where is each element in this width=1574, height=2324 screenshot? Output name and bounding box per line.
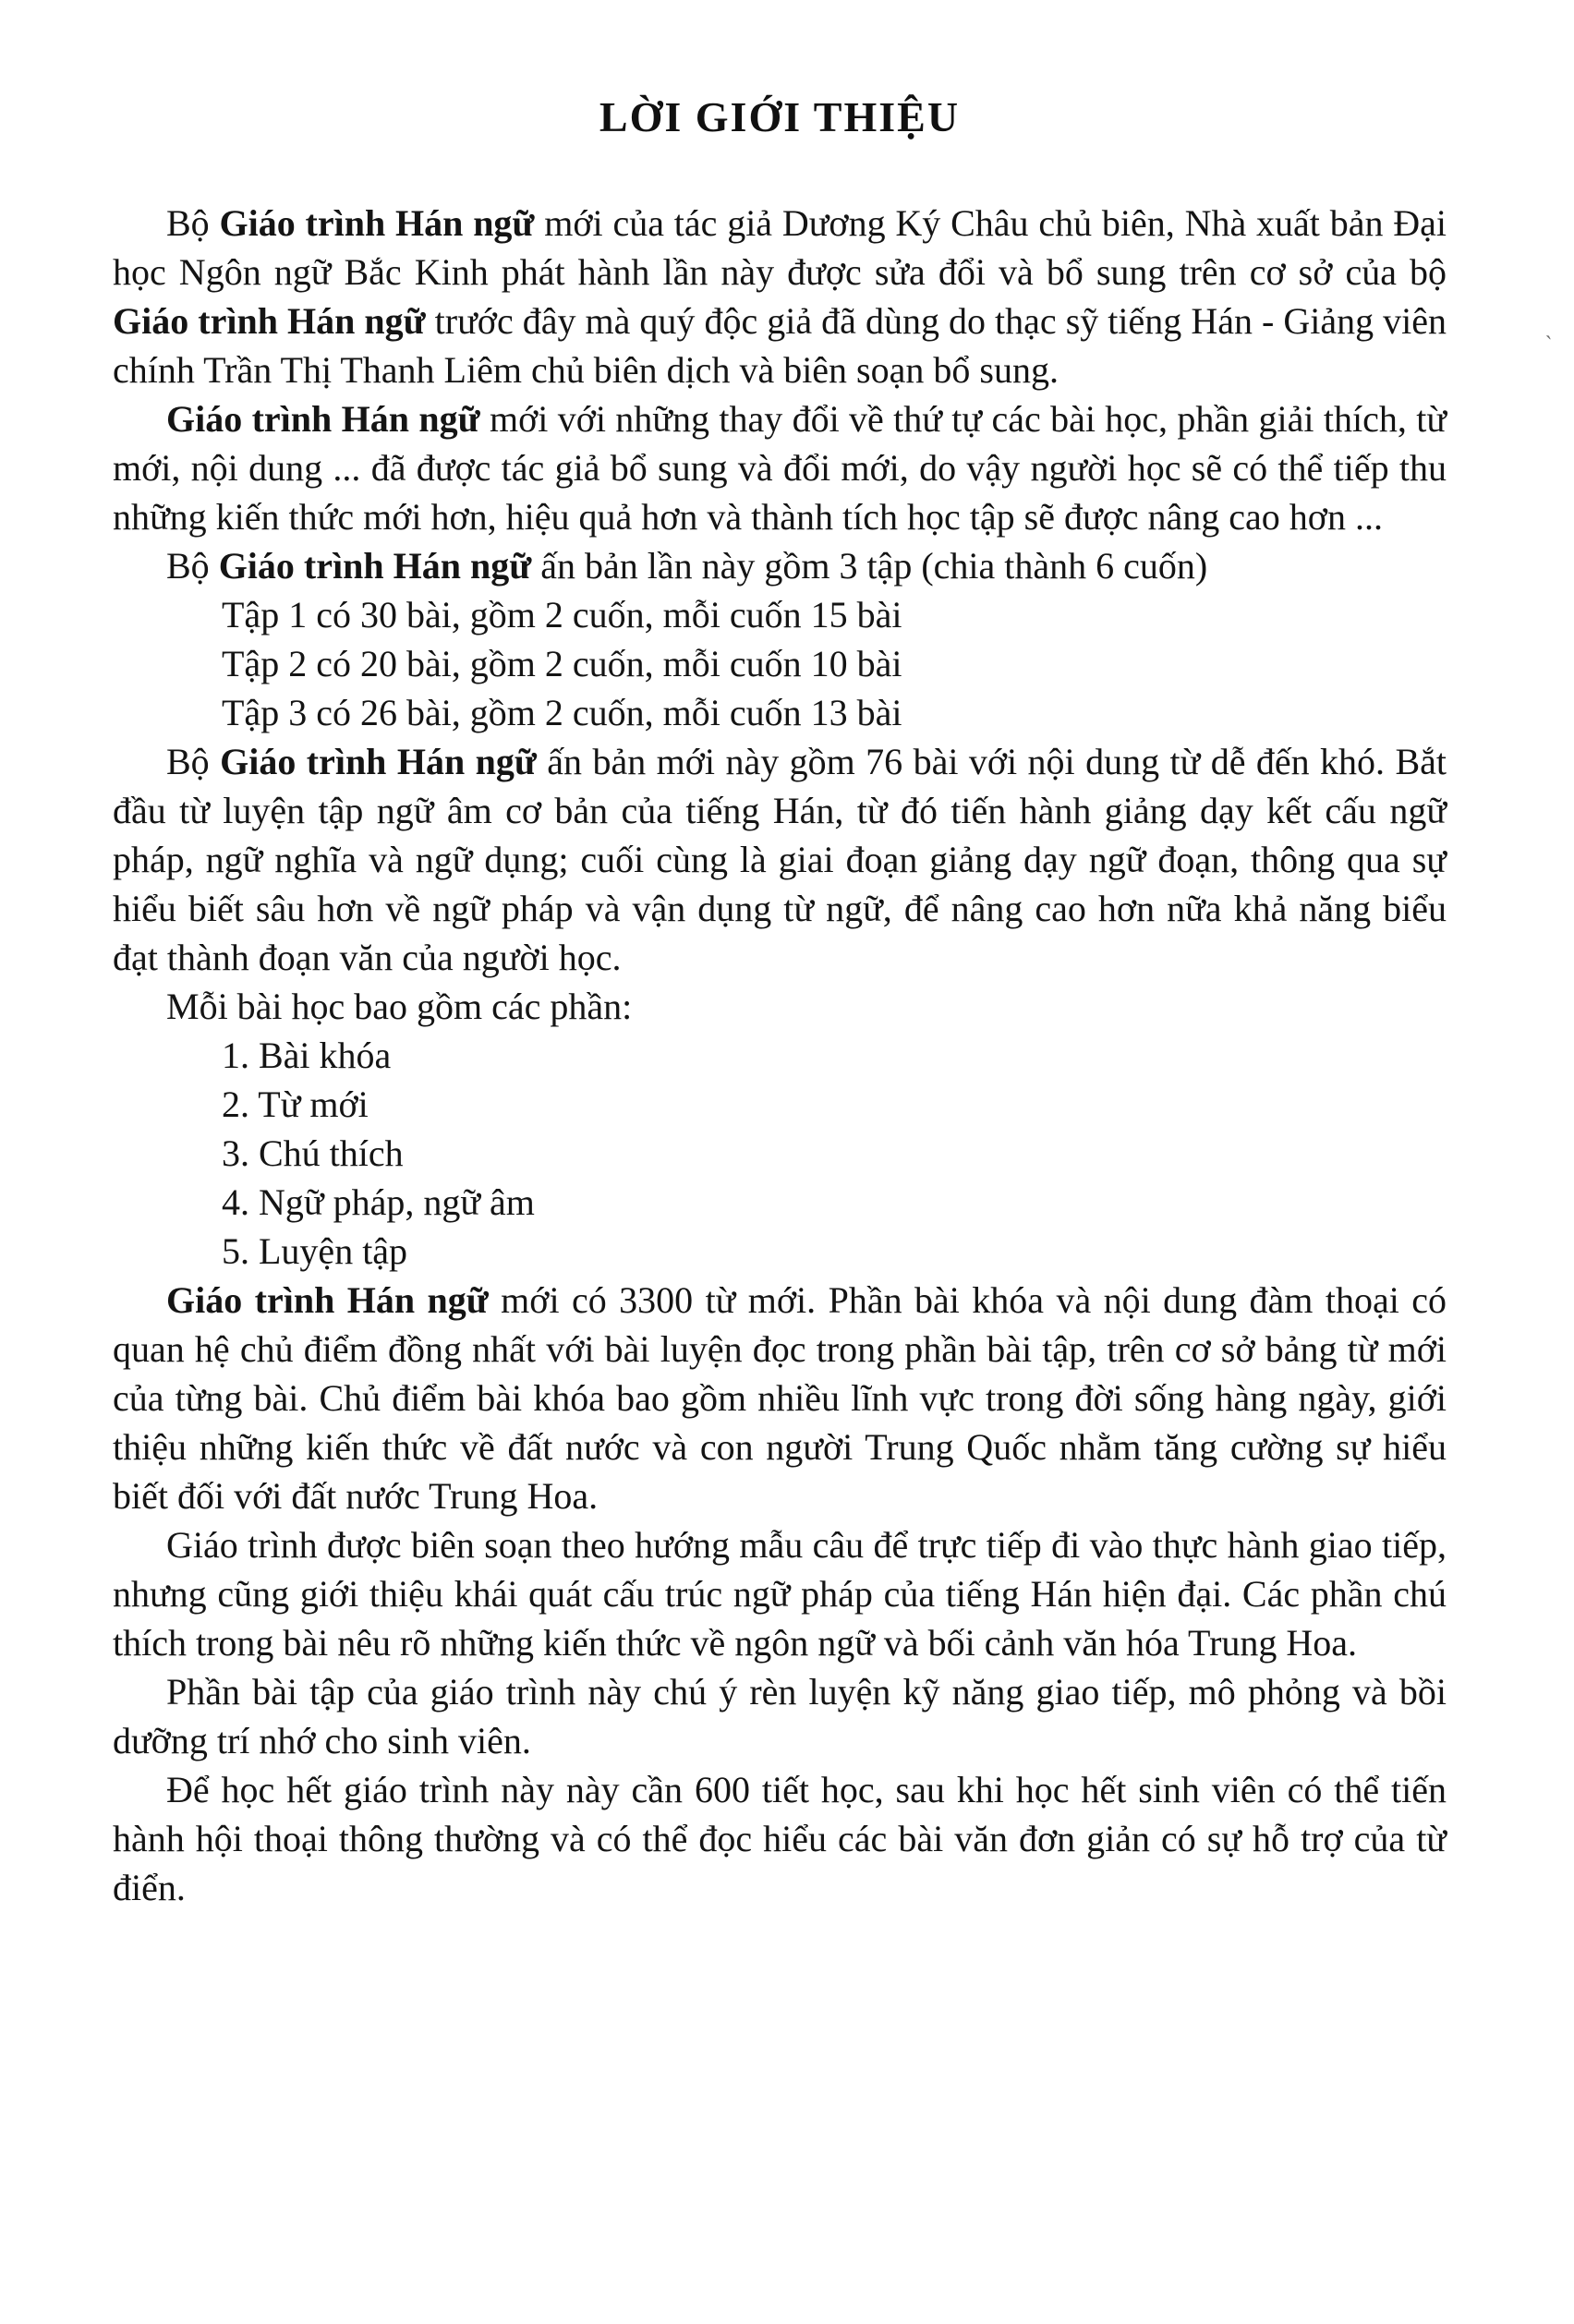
text-run: mới với những thay đổi về thứ tự các bài học, phần giải thích, từ mới, nội dung ... đã được tác giả bổ sung và đổi mới, do vậy người học sẽ có thể tiếp thu những kiến thức mới hơn, hiệu quả hơn và thành tích học tập sẽ được nâng cao hơn ... bbox=[113, 398, 1447, 538]
paragraph bbox=[113, 394, 1447, 541]
paragraph bbox=[113, 541, 1447, 590]
list-item bbox=[222, 1178, 1447, 1227]
text-run: Phần bài tập của giáo trình này chú ý rèn luyện kỹ năng giao tiếp, mô phỏng và bồi dưỡng trí nhớ cho sinh viên. bbox=[113, 1671, 1447, 1761]
bold-text-run: Giáo trình Hán ngữ bbox=[166, 398, 480, 440]
list-item bbox=[222, 1080, 1447, 1129]
paragraph bbox=[113, 1520, 1447, 1667]
list-item bbox=[222, 1031, 1447, 1080]
text-run: Tập 2 có 20 bài, gồm 2 cuốn, mỗi cuốn 10 bài bbox=[222, 643, 902, 684]
paragraph bbox=[113, 737, 1447, 982]
bold-text-run: Giáo trình Hán ngữ bbox=[218, 545, 532, 587]
list-item bbox=[222, 1129, 1447, 1178]
text-run: Bộ bbox=[166, 202, 220, 244]
text-run: 2. Từ mới bbox=[222, 1083, 369, 1125]
text-run: Để học hết giáo trình này này cần 600 tiết học, sau khi học hết sinh viên có thể tiến hành hội thoại thông thường và có thể đọc hiểu các bài văn đơn giản có sự hỗ trợ của từ điển. bbox=[113, 1769, 1447, 1908]
list-item bbox=[222, 590, 1447, 639]
text-run: mới có 3300 từ mới. Phần bài khóa và nội dung đàm thoại có quan hệ chủ điểm đồng nhất với bài luyện đọc trong phần bài tập, trên cơ sở bảng từ mới của từng bài. Chủ điểm bài khóa bao gồm nhiều lĩnh vực trong đời sống hàng ngày, giới thiệu những kiến thức về đất nước và con người Trung Quốc nhằm tăng cường sự hiểu biết đối với đất nước Trung Hoa. bbox=[113, 1279, 1447, 1517]
paragraph bbox=[113, 1667, 1447, 1765]
scan-artifact: ˏ bbox=[1544, 315, 1556, 341]
list-item bbox=[222, 639, 1447, 688]
text-run: Giáo trình được biên soạn theo hướng mẫu câu để trực tiếp đi vào thực hành giao tiếp, nhưng cũng giới thiệu khái quát cấu trúc ngữ pháp của tiếng Hán hiện đại. Các phần chú thích trong bài nêu rõ những kiến thức về ngôn ngữ và bối cảnh văn hóa Trung Hoa. bbox=[113, 1524, 1447, 1664]
page-title: LỜI GIỚI THIỆU bbox=[599, 93, 961, 140]
paragraph bbox=[113, 199, 1447, 394]
document-body bbox=[113, 199, 1447, 1912]
text-run: trước đây mà quý độc giả đã dùng do thạc sỹ tiếng Hán - Giảng viên chính Trần Thị Thanh Liêm chủ biên dịch và biên soạn bổ sung. bbox=[113, 300, 1447, 391]
bold-text-run: Giáo trình Hán ngữ bbox=[166, 1279, 489, 1321]
text-run: 1. Bài khóa bbox=[222, 1035, 392, 1076]
paragraph bbox=[113, 1765, 1447, 1912]
text-run: Bộ bbox=[166, 545, 219, 587]
text-run: Tập 1 có 30 bài, gồm 2 cuốn, mỗi cuốn 15 bài bbox=[222, 594, 902, 635]
text-run: 5. Luyện tập bbox=[222, 1230, 408, 1272]
bold-text-run: Giáo trình Hán ngữ bbox=[113, 300, 426, 342]
bold-text-run: Giáo trình Hán ngữ bbox=[219, 202, 535, 244]
text-run: Bộ bbox=[166, 741, 221, 782]
text-run: ấn bản mới này gồm 76 bài với nội dung từ dễ đến khó. Bắt đầu từ luyện tập ngữ âm cơ bản của tiếng Hán, từ đó tiến hành giảng dạy kết cấu ngữ pháp, ngữ nghĩa và ngữ dụng; cuối cùng là giai đoạn giảng dạy ngữ đoạn, thông qua sự hiểu biết sâu hơn về ngữ pháp và vận dụng từ ngữ, để nâng cao hơn nữa khả năng biểu đạt thành đoạn văn của người học. bbox=[113, 741, 1447, 978]
text-run: ấn bản lần này gồm 3 tập (chia thành 6 cuốn) bbox=[531, 545, 1208, 587]
paragraph bbox=[113, 1276, 1447, 1520]
text-run: Mỗi bài học bao gồm các phần: bbox=[166, 986, 633, 1027]
text-run: Tập 3 có 26 bài, gồm 2 cuốn, mỗi cuốn 13 bài bbox=[222, 692, 902, 733]
text-run: mới của tác giả Dương Ký Châu chủ biên, Nhà xuất bản Đại học Ngôn ngữ Bắc Kinh phát hành lần này được sửa đổi và bổ sung trên cơ sở của bộ bbox=[113, 202, 1447, 293]
text-run: 3. Chú thích bbox=[222, 1132, 404, 1174]
text-run: 4. Ngữ pháp, ngữ âm bbox=[222, 1181, 535, 1223]
bold-text-run: Giáo trình Hán ngữ bbox=[220, 741, 537, 782]
list-item bbox=[222, 688, 1447, 737]
list-item bbox=[222, 1227, 1447, 1276]
paragraph bbox=[113, 982, 1447, 1031]
